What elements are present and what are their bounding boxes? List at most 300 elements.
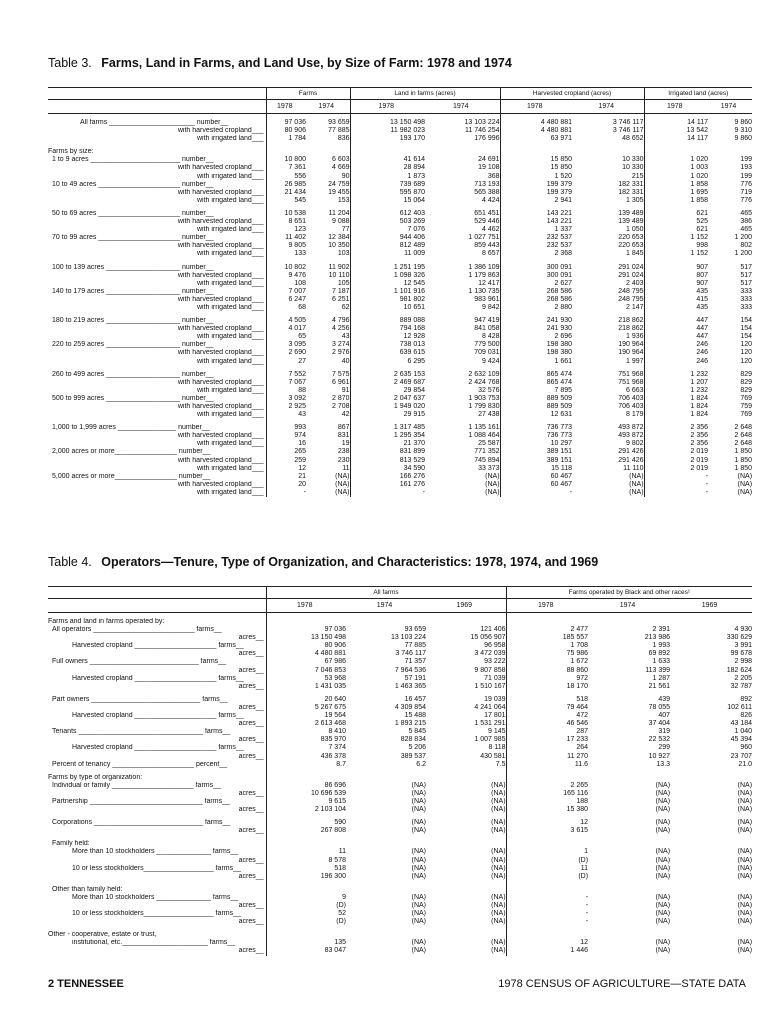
table-cell: (NA) — [411, 797, 426, 805]
table-row — [48, 650, 752, 658]
table-row — [48, 774, 752, 782]
table-cell: 8 118 — [488, 744, 506, 752]
table-cell: 93 222 — [484, 658, 506, 666]
table-row — [48, 424, 752, 432]
table3-year: 1978 — [266, 100, 306, 114]
table-cell: 79 464 — [506, 704, 588, 712]
row-label: acres__ — [238, 720, 264, 728]
table-row — [48, 341, 752, 349]
table-cell: (NA) — [655, 827, 671, 835]
table-cell: 2 477 — [506, 626, 588, 634]
table-cell: 220 653 — [618, 234, 644, 242]
table4 — [48, 586, 752, 956]
table-cell: 46 546 — [506, 720, 588, 728]
table-cell: (NA) — [491, 806, 506, 814]
table-cell: - — [266, 489, 306, 497]
row-label: with irrigated land___ — [196, 464, 264, 472]
table-cell: 4 309 854 — [394, 703, 426, 711]
table-cell: 32 787 — [730, 682, 753, 690]
table-cell: 267 808 — [266, 827, 346, 835]
table-row — [48, 387, 752, 395]
row-label: with harvested cropland___ — [177, 325, 264, 333]
table-cell: 2 391 — [652, 626, 671, 634]
table-cell: 120 — [740, 357, 753, 365]
table-cell: 333 — [740, 295, 753, 303]
table-cell: 3 991 — [734, 642, 753, 650]
table-cell — [588, 774, 670, 782]
table-row — [48, 148, 752, 156]
table-row — [48, 790, 752, 798]
table-cell: 1 130 735 — [468, 287, 500, 295]
table-cell: (NA) — [491, 910, 506, 918]
table-cell: 154 — [740, 325, 753, 333]
table-cell: (NA) — [411, 939, 426, 947]
table-cell: 93 659 — [328, 119, 350, 126]
table-cell: 165 116 — [506, 790, 588, 798]
table-cell: 24 691 — [478, 156, 500, 164]
table-cell: 7 046 853 — [266, 667, 346, 675]
table-cell — [266, 774, 346, 782]
table-cell: 8 657 — [482, 250, 500, 258]
table-cell: 71 039 — [484, 674, 506, 682]
table-cell: (NA) — [655, 789, 671, 797]
table-row — [48, 173, 752, 181]
table-cell: 493 872 — [618, 432, 644, 440]
table-cell: 389 537 — [400, 752, 426, 760]
table-cell: 2 356 — [644, 424, 708, 432]
table-cell: 565 388 — [474, 188, 500, 196]
row-label: Harvested cropland _____________________ farms__ — [72, 642, 244, 650]
table-cell: (NA) — [411, 848, 426, 856]
table-cell: 829 — [740, 370, 753, 378]
table-cell: 1 305 — [626, 196, 644, 204]
table-cell: (NA) — [411, 893, 426, 901]
table-cell: 525 — [644, 218, 708, 226]
table-cell: 2 870 — [331, 394, 350, 402]
table-cell: 264 — [506, 744, 588, 752]
row-label: All farms ______________________ number__ — [80, 119, 229, 126]
table-cell: 6 961 — [331, 378, 350, 386]
table-cell: 198 380 — [500, 349, 572, 357]
table-cell: 1 903 753 — [468, 394, 500, 402]
table-cell — [346, 931, 426, 939]
table-cell: 518 — [506, 696, 588, 704]
table-cell: 493 872 — [618, 424, 644, 432]
row-label: with irrigated land___ — [196, 488, 264, 496]
table-cell: 4 480 881 — [500, 119, 572, 127]
row-label: acres__ — [238, 856, 264, 864]
table-cell: 27 438 — [478, 411, 500, 419]
table-cell: 333 — [740, 287, 753, 295]
table-row — [48, 250, 752, 258]
table-row — [48, 119, 752, 127]
table-cell: 2 265 — [506, 782, 588, 790]
row-label: acres__ — [238, 666, 264, 674]
table-cell: 2 708 — [331, 403, 350, 410]
row-label: 260 to 499 acres ___________________ number__ — [52, 370, 214, 378]
table-cell: (NA) — [737, 947, 753, 955]
table-row — [48, 857, 752, 865]
table-cell: 407 — [658, 712, 671, 720]
table-cell — [350, 148, 425, 156]
table-row — [48, 218, 752, 226]
table-row — [48, 939, 752, 947]
row-label: with irrigated land___ — [196, 357, 264, 365]
table-cell: 1 799 830 — [468, 403, 500, 410]
table-cell: 27 — [266, 358, 306, 366]
table-cell: 268 586 — [500, 288, 572, 296]
table-cell — [346, 886, 426, 894]
table-row — [48, 272, 752, 280]
table-cell: 15 488 — [404, 712, 426, 720]
table-cell: (NA) — [629, 472, 644, 480]
table-row — [48, 210, 752, 218]
row-label: acres__ — [238, 827, 264, 835]
table-cell: 241 930 — [500, 317, 572, 325]
row-label: with irrigated land___ — [196, 386, 264, 394]
table3-year: 1978 — [644, 100, 708, 114]
table-cell: 1 531 291 — [474, 720, 506, 728]
table-cell: 4 424 — [482, 196, 500, 204]
table-cell: 15 850 — [500, 156, 572, 164]
table-row — [48, 931, 752, 939]
table-cell: 736 773 — [500, 432, 572, 440]
table-cell: 11 — [506, 865, 588, 873]
table-cell: (NA) — [737, 918, 753, 926]
table-cell: 60 467 — [500, 473, 572, 481]
table-cell: (NA) — [411, 781, 426, 789]
table-cell: 4 930 — [734, 626, 753, 634]
table-cell: (NA) — [655, 797, 671, 805]
table-row — [48, 440, 752, 448]
table-cell — [644, 148, 708, 156]
table-row — [48, 675, 752, 683]
row-label: with harvested cropland___ — [177, 349, 264, 357]
table-cell: (NA) — [411, 864, 426, 872]
table-cell: (NA) — [737, 488, 753, 496]
table-cell: 447 — [644, 325, 708, 333]
table-cell: 736 773 — [500, 424, 572, 432]
table-cell: (NA) — [655, 902, 671, 909]
table-cell: 246 — [644, 349, 708, 357]
table-cell: 889 088 — [350, 317, 425, 325]
table-cell: 97 036 — [266, 626, 346, 634]
table-row — [48, 242, 752, 250]
table-cell: 1 510 167 — [474, 682, 506, 690]
table-cell: 7 361 — [266, 164, 306, 172]
table-cell: 7 067 — [266, 379, 306, 387]
table-cell: 20 640 — [266, 696, 346, 704]
table-cell: 517 — [740, 271, 753, 279]
table-cell: 15 118 — [500, 465, 572, 473]
table-cell: 153 — [337, 196, 350, 204]
table-cell: 1 824 — [644, 411, 708, 419]
table-row — [48, 873, 752, 881]
table-row — [48, 658, 752, 666]
table-cell: (NA) — [737, 806, 753, 814]
table-cell: 13 150 498 — [266, 634, 346, 642]
table4-year: 1969 — [426, 599, 506, 613]
table-cell: 1 633 — [652, 658, 671, 666]
table-cell: 447 — [644, 333, 708, 341]
table-cell — [500, 148, 572, 156]
table-cell: (NA) — [411, 819, 426, 827]
table3-group-label: Farms — [266, 88, 350, 100]
row-label: 100 to 139 acres ___________________ number__ — [52, 263, 214, 271]
table-cell: 9 807 858 — [474, 666, 506, 674]
table-cell: 16 — [266, 440, 306, 448]
table-cell: (NA) — [737, 902, 753, 909]
table-cell: 745 894 — [474, 456, 500, 464]
table-cell: 102 611 — [727, 703, 753, 711]
table-cell: 21 434 — [266, 189, 306, 197]
row-label: with harvested cropland___ — [177, 456, 264, 464]
table-row — [48, 712, 752, 720]
table-cell: (NA) — [655, 848, 671, 856]
table-cell: 981 802 — [350, 296, 425, 304]
table-cell: 1 317 485 — [350, 424, 425, 432]
table-cell: 776 — [740, 196, 753, 204]
row-label: 180 to 219 acres ___________________ number__ — [52, 317, 214, 325]
table-row — [48, 156, 752, 164]
table-cell: 161 276 — [350, 481, 425, 489]
table-cell: (NA) — [411, 910, 426, 918]
table-cell — [426, 886, 506, 894]
table-cell: 1 936 — [626, 333, 644, 341]
table-cell: 1 824 — [644, 395, 708, 403]
table-cell: 9 424 — [482, 357, 500, 365]
footer-publication: 1978 CENSUS OF AGRICULTURE—STATE DATA — [498, 978, 746, 990]
table-cell: 11 746 254 — [465, 127, 500, 135]
table-cell: 9 860 — [734, 135, 753, 143]
table-cell: 503 269 — [350, 218, 425, 226]
table-row — [48, 840, 752, 848]
table-cell: 99 678 — [730, 650, 753, 658]
table-cell — [266, 886, 346, 894]
row-label: with irrigated land___ — [196, 440, 264, 448]
table-cell: 545 — [266, 197, 306, 205]
table-cell: 11 270 — [506, 753, 588, 761]
table-cell: 9 310 — [734, 127, 753, 135]
table-cell — [425, 148, 500, 156]
table-cell: 11 — [266, 848, 346, 856]
table4-number: Table 4. — [48, 555, 92, 569]
table-cell: 13.3 — [656, 760, 671, 768]
table-cell: 8.7 — [266, 761, 346, 769]
table-cell: 769 — [740, 394, 753, 402]
row-label: with harvested cropland___ — [177, 127, 264, 135]
table-cell: 90 — [341, 172, 350, 180]
table-cell: 5 206 — [408, 744, 426, 752]
row-label: 2,000 acres or more________________ number__ — [52, 448, 211, 456]
table-cell: 719 — [740, 188, 753, 196]
table-cell: 590 — [266, 819, 346, 827]
table-cell: 300 091 — [500, 264, 572, 272]
table-row — [48, 371, 752, 379]
table-cell: 53 968 — [266, 675, 346, 683]
table-cell: 48 652 — [622, 135, 644, 143]
table-cell: 11 009 — [350, 250, 425, 258]
table-row — [48, 489, 752, 497]
table-row — [48, 761, 752, 769]
row-label: with harvested cropland___ — [177, 432, 264, 440]
table-cell: 77 885 — [404, 642, 426, 650]
table-cell: (NA) — [411, 902, 426, 909]
stub-header — [48, 88, 266, 100]
table-cell: 759 — [740, 403, 753, 410]
row-label: 50 to 69 acres _____________________ number__ — [52, 209, 214, 217]
table-cell: (NA) — [737, 472, 753, 480]
table-cell: 29 915 — [350, 411, 425, 419]
table-cell: 1 845 — [626, 250, 644, 258]
table-cell: 11.6 — [506, 761, 588, 769]
row-label: with irrigated land___ — [196, 196, 264, 204]
table-cell: 20 — [266, 481, 306, 489]
table-cell: 45 394 — [730, 736, 753, 744]
table-cell: 21 370 — [350, 440, 425, 448]
table-cell: 1 — [506, 848, 588, 856]
table-cell: 10 110 — [328, 271, 350, 279]
table-cell: - — [644, 489, 708, 497]
table-cell — [506, 931, 588, 939]
table-cell: (NA) — [737, 939, 753, 947]
table-cell: 11 204 — [328, 209, 350, 217]
table-row — [48, 280, 752, 288]
table-cell: (NA) — [491, 902, 506, 909]
table-cell: 8 428 — [482, 333, 500, 341]
table-row — [48, 894, 752, 902]
table-cell: 651 451 — [474, 209, 500, 217]
table-row — [48, 296, 752, 304]
table-cell — [572, 148, 644, 156]
table-cell: 1 850 — [734, 456, 753, 464]
table-cell: 32 576 — [478, 386, 500, 394]
table-cell: 8 651 — [266, 218, 306, 226]
table-cell: 812 489 — [350, 242, 425, 250]
table-cell: 182 624 — [726, 666, 753, 674]
table-cell: 1 463 365 — [394, 682, 426, 690]
table-cell: 43 — [266, 411, 306, 419]
table-cell: 829 — [740, 386, 753, 394]
table-cell: 2 103 104 — [266, 806, 346, 814]
table-cell: 439 — [658, 695, 671, 703]
table-cell: 7.5 — [495, 760, 506, 768]
table-cell: 3 472 039 — [474, 650, 506, 658]
row-label: 10 to 49 acres _____________________ number__ — [52, 180, 214, 188]
table-cell: 1 858 — [644, 181, 708, 189]
table-cell: 139 489 — [618, 209, 644, 217]
table-cell: (NA) — [655, 819, 671, 827]
table-cell: 430 581 — [480, 752, 506, 760]
row-label: 1 to 9 acres _______________________ number__ — [52, 156, 214, 164]
table3-group-label: Harvested cropland (acres) — [500, 88, 644, 100]
table-row — [48, 753, 752, 761]
table-cell: 41 614 — [350, 156, 425, 164]
row-label: with harvested cropland___ — [177, 480, 264, 488]
table-cell: 2 635 153 — [350, 371, 425, 379]
table-cell: 37 404 — [648, 720, 671, 728]
table3-group-label: Land in farms (acres) — [350, 88, 500, 100]
table-cell: 14 117 — [644, 135, 708, 143]
table-cell: (NA) — [737, 480, 753, 488]
table-cell: - — [506, 910, 588, 918]
table-cell: 713 193 — [474, 180, 500, 188]
row-label: with harvested cropland___ — [177, 295, 264, 303]
table-cell: 96 958 — [484, 642, 506, 650]
table-cell: 19 455 — [328, 188, 350, 196]
table3-title — [48, 56, 512, 70]
table-cell: (NA) — [655, 893, 671, 901]
table-cell: (NA) — [411, 806, 426, 814]
table-cell: 529 446 — [474, 218, 500, 226]
table-cell: 71 357 — [404, 658, 426, 666]
table-cell: 4 480 881 — [266, 650, 346, 658]
table-cell: (NA) — [411, 827, 426, 835]
table-cell: 23 707 — [730, 752, 753, 760]
table-cell: 33 373 — [478, 464, 500, 472]
table-cell: 19 564 — [266, 712, 346, 720]
table-cell: 77 — [341, 226, 350, 234]
table-cell: (NA) — [737, 872, 753, 880]
table-cell: 1 337 — [500, 226, 572, 234]
table-cell: (D) — [266, 902, 346, 910]
table-cell: 436 378 — [266, 753, 346, 761]
table-cell: 21 — [266, 473, 306, 481]
table-cell: 1 207 — [644, 379, 708, 387]
table-cell: (NA) — [485, 488, 500, 496]
table-cell: 7 575 — [331, 370, 350, 378]
table-cell: 865 474 — [500, 379, 572, 387]
row-label: 140 to 179 acres ___________________ number__ — [52, 287, 214, 295]
stub-year-header — [48, 599, 266, 613]
table-cell: 182 331 — [618, 188, 644, 196]
table-cell: 1 858 — [644, 197, 708, 205]
table-cell: 960 — [740, 744, 753, 752]
row-label: with harvested cropland___ — [177, 218, 264, 226]
table3-year-header — [48, 100, 752, 114]
table-cell: 12 545 — [350, 280, 425, 288]
table4-heading: Operators—Tenure, Type of Organization, and Characteristics: 1978, 1974, and 1969 — [101, 555, 599, 569]
table-cell: 14 117 — [644, 119, 708, 127]
table-cell: 230 — [337, 456, 350, 464]
table-cell: 1 873 — [350, 173, 425, 181]
table-cell: 166 276 — [350, 473, 425, 481]
table-cell: 9 476 — [266, 272, 306, 280]
table-cell: 472 — [506, 712, 588, 720]
table-cell: 435 — [644, 304, 708, 312]
table-cell: (NA) — [629, 488, 644, 496]
table4-year: 1978 — [506, 599, 588, 613]
table-cell: (NA) — [491, 947, 506, 955]
table-cell: 8 578 — [266, 857, 346, 865]
table-row — [48, 618, 752, 626]
table-cell: 218 862 — [618, 317, 644, 325]
table-cell — [588, 886, 670, 894]
row-label: 5,000 acres or more________________ number__ — [52, 472, 211, 480]
table-cell: 621 — [644, 210, 708, 218]
table-cell: 517 — [740, 279, 753, 287]
table-row — [48, 333, 752, 341]
table3 — [48, 87, 752, 497]
table-cell — [426, 840, 506, 848]
table-cell — [506, 886, 588, 894]
table-cell: 188 — [506, 798, 588, 806]
row-label: More than 10 stockholders ______________ farms__ — [72, 848, 239, 856]
table-cell: (NA) — [485, 480, 500, 488]
table-cell — [588, 840, 670, 848]
table3-year: 1978 — [500, 100, 572, 114]
table-cell: 199 379 — [500, 181, 572, 189]
